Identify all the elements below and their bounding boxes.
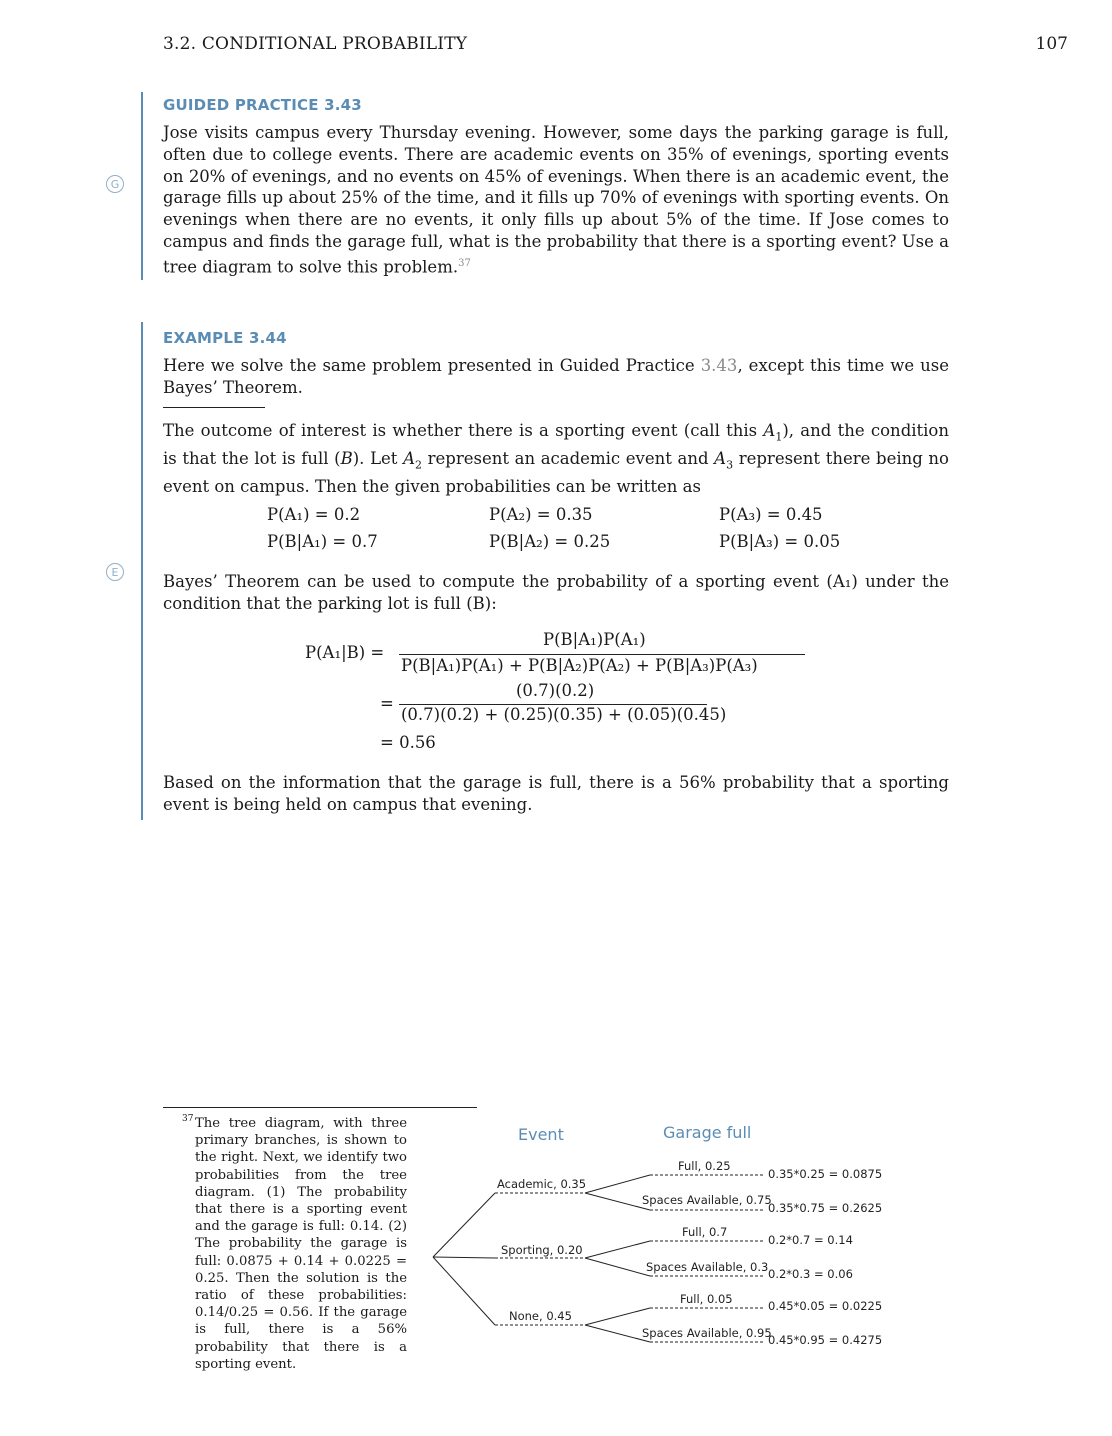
prob-b-given-a2: P(B|A₂) = 0.25	[489, 532, 611, 551]
outcome-none-full: Full, 0.05	[680, 1292, 733, 1306]
equation-denominator-2: (0.7)(0.2) + (0.25)(0.35) + (0.05)(0.45)	[401, 705, 727, 724]
setup-var-a3: $A_3$	[714, 449, 734, 472]
result-sporting-full: 0.2*0.7 = 0.14	[768, 1233, 853, 1247]
example-conclusion: Based on the information that the garage is full, there is a 56% probability that a sporting event is being held on campus that evening.	[163, 773, 949, 814]
guided-practice-text	[163, 122, 949, 278]
branch-sporting-avail	[585, 1258, 650, 1276]
guided-practice-bar	[141, 92, 143, 280]
prob-b-given-a3: P(B|A₃) = 0.05	[719, 532, 841, 551]
result-academic-full: 0.35*0.25 = 0.0875	[768, 1167, 883, 1181]
tree-header-garage: Garage full	[663, 1123, 752, 1142]
equation-numerator-1: P(B|A₁)P(A₁)	[543, 630, 646, 649]
footnote-ref[interactable]: 37	[458, 257, 471, 269]
event-academic: Academic, 0.35	[497, 1177, 587, 1191]
example-divider	[163, 407, 265, 408]
setup-text-5: represent there being no event on campus. Then the given probabilities can be written as	[163, 449, 949, 497]
outcome-sporting-avail: Spaces Available, 0.3	[646, 1260, 769, 1274]
page-number: 107	[1035, 34, 1068, 54]
guided-practice-marker: G	[106, 175, 124, 193]
result-academic-avail: 0.35*0.75 = 0.2625	[768, 1201, 883, 1215]
running-header: 3.2. CONDITIONAL PROBABILITY	[163, 34, 468, 54]
guided-practice-title: GUIDED PRACTICE 3.43	[163, 96, 362, 114]
prob-a3: P(A₃) = 0.45	[719, 505, 823, 524]
prob-a1: P(A₁) = 0.2	[267, 505, 361, 524]
event-sporting: Sporting, 0.20	[501, 1243, 583, 1257]
example-marker: E	[106, 563, 124, 581]
bayes-intro: Bayes’ Theorem can be used to compute the probability of a sporting event (A₁) under the condition that the parking lot is full (B):	[163, 572, 949, 613]
branch-none-full	[585, 1308, 650, 1325]
equation-result: = 0.56	[380, 733, 436, 752]
outcome-none-avail: Spaces Available, 0.95	[642, 1326, 772, 1340]
equation-denominator-1: P(B|A₁)P(A₁) + P(B|A₂)P(A₂) + P(B|A₃)P(A₃)	[401, 656, 758, 675]
outcome-academic-avail: Spaces Available, 0.75	[642, 1193, 772, 1207]
outcome-sporting-full: Full, 0.7	[682, 1225, 728, 1239]
fraction-bar-1	[399, 654, 805, 655]
branch-root-none	[433, 1257, 495, 1325]
setup-text-3: ). Let	[352, 449, 404, 469]
branch-root-sporting	[433, 1257, 495, 1258]
setup-text-1: The outcome of interest is whether there is a sporting event (call this	[163, 421, 764, 440]
footnote-text: The tree diagram, with three primary branches, is shown to the right. Next, we identify two probabilities from the tree diagram. (1) The probability that there is a sporting event and the garage is full: 0.14. (2) The probability the garage is full: 0.0875 + 0.14 + 0.0225 = 0.25. Then the solution is the ratio of these probabilities: 0.14/0.25 = 0.56. If the garage is full, there is a 56% probability that there is a sporting event.	[195, 1116, 407, 1372]
prob-a2: P(A₂) = 0.35	[489, 505, 593, 524]
branch-root-academic	[433, 1193, 495, 1257]
example-setup	[163, 420, 949, 498]
footnote-rule	[163, 1107, 477, 1108]
result-none-full: 0.45*0.05 = 0.0225	[768, 1299, 883, 1313]
equation-numerator-2: (0.7)(0.2)	[516, 681, 595, 700]
setup-var-b: B	[340, 449, 353, 469]
example-bar	[141, 322, 143, 820]
branch-academic-avail	[585, 1193, 650, 1210]
outcome-academic-full: Full, 0.25	[678, 1159, 731, 1173]
tree-diagram	[420, 1115, 900, 1360]
setup-var-a2: $A_2$	[403, 449, 422, 472]
guided-practice-body: Jose visits campus every Thursday evening. However, some days the parking garage is full, often due to college events. There are academic events on 35% of evenings, sporting events on 20% of evenings, and no events on 45% of evenings. When there is an academic event, the garage fills up about 25% of the time, and it fills up 70% of evenings with sporting events. On evenings when there are no events, it only fills up about 5% of the time. If Jose comes to campus and finds the garage full, what is the probability that there is a sporting event? Use a tree diagram to solve this problem.	[163, 123, 949, 277]
branch-academic-full	[585, 1175, 650, 1193]
footnote-number: 37	[182, 1114, 194, 1124]
setup-text-2: ), and the condition is that the lot is full (	[163, 421, 949, 469]
setup-text-4: represent an academic event and	[421, 449, 715, 469]
result-sporting-avail: 0.2*0.3 = 0.06	[768, 1267, 853, 1281]
equation-equals-2: =	[380, 694, 394, 713]
tree-header-event: Event	[518, 1125, 564, 1144]
prob-b-given-a1: P(B|A₁) = 0.7	[267, 532, 378, 551]
result-none-avail: 0.45*0.95 = 0.4275	[768, 1333, 883, 1347]
guided-practice-link[interactable]: 3.43	[700, 356, 738, 375]
event-none: None, 0.45	[509, 1309, 572, 1323]
setup-var-a1-letter: A	[763, 421, 776, 440]
branch-sporting-full	[585, 1241, 650, 1258]
branch-none-avail	[585, 1325, 650, 1342]
example-intro	[163, 355, 949, 399]
setup-var-a1: $A_1$	[763, 421, 783, 444]
example-intro-text: Here we solve the same problem presented in Guided Practice	[163, 356, 701, 375]
equation-lhs: P(A₁|B) =	[305, 643, 385, 662]
example-intro-text-end: , except this time we use Bayes’ Theorem.	[163, 356, 949, 397]
example-title: EXAMPLE 3.44	[163, 329, 287, 347]
